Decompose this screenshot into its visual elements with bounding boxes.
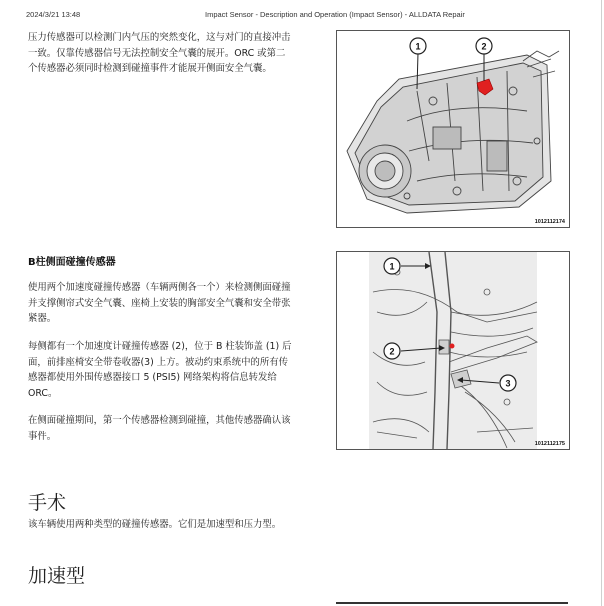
text-line: 事件。 — [28, 430, 57, 442]
b-pillar-paragraph-3 — [28, 413, 324, 444]
operation-paragraph: 该车辆使用两种类型的碰撞传感器。它们是加速型和压力型。 — [28, 519, 282, 530]
figure-id: 1012112174 — [534, 219, 565, 225]
callout-2: 2 — [389, 346, 395, 357]
callout-1: 1 — [389, 261, 395, 272]
text-line: 每侧都有一个加速度计碰撞传感器 (2)，位于 B 柱装饰盖 (1) 后 — [28, 341, 292, 352]
text-line: 紧器。 — [28, 313, 57, 324]
callout-2: 2 — [481, 41, 487, 52]
callout-3: 3 — [505, 378, 511, 389]
header-title: Impact Sensor - Description and Operation (Impact Sensor) - ALLDATA Repair — [205, 10, 465, 19]
page-border — [601, 0, 602, 606]
text-line: 并支撑侧帘式安全气囊、座椅上安装的胸部安全气囊和安全带张 — [28, 297, 291, 309]
text-line: 在侧面碰撞期间，第一个传感器检测到碰撞，其他传感器确认该 — [28, 415, 291, 426]
figure-door-pressure-sensor — [336, 30, 570, 228]
section-heading-b-pillar: B柱侧面碰撞传感器 — [28, 257, 116, 268]
text-line: 使用两个加速度碰撞传感器（车辆两侧各一个）来检测侧面碰撞 — [28, 282, 291, 293]
text-line: 一致。仅靠传感器信号无法控制安全气囊的展开。ORC 或第二 — [28, 47, 286, 59]
door-panel-illustration — [337, 31, 569, 227]
intro-paragraph — [28, 30, 324, 77]
next-figure-border — [336, 602, 568, 604]
text-line: ORC。 — [28, 387, 58, 399]
b-pillar-illustration — [337, 252, 569, 449]
callout-1: 1 — [415, 41, 421, 52]
figure-id: 1012112175 — [534, 441, 565, 447]
b-pillar-paragraph-1 — [28, 280, 324, 327]
text-line: 感器都使用外围传感器接口 5 (PSI5) 网络架构将信息转发给 — [28, 372, 277, 383]
figure-b-pillar-sensor — [336, 251, 570, 450]
print-header — [0, 10, 604, 22]
text-line: 个传感器必须同时检测到碰撞事件才能展开侧面安全气囊。 — [28, 63, 272, 74]
text-line: 面，前排座椅安全带卷收器(3) 上方。被动约束系统中的所有传 — [28, 356, 289, 368]
text-line: 压力传感器可以检测门内气压的突然变化，这与对门的直接冲击 — [28, 32, 291, 43]
section-heading-acceleration: 加速型 — [28, 565, 86, 587]
b-pillar-paragraph-2 — [28, 339, 324, 401]
section-heading-operation: 手术 — [28, 492, 67, 514]
header-date: 2024/3/21 13:48 — [26, 10, 81, 19]
